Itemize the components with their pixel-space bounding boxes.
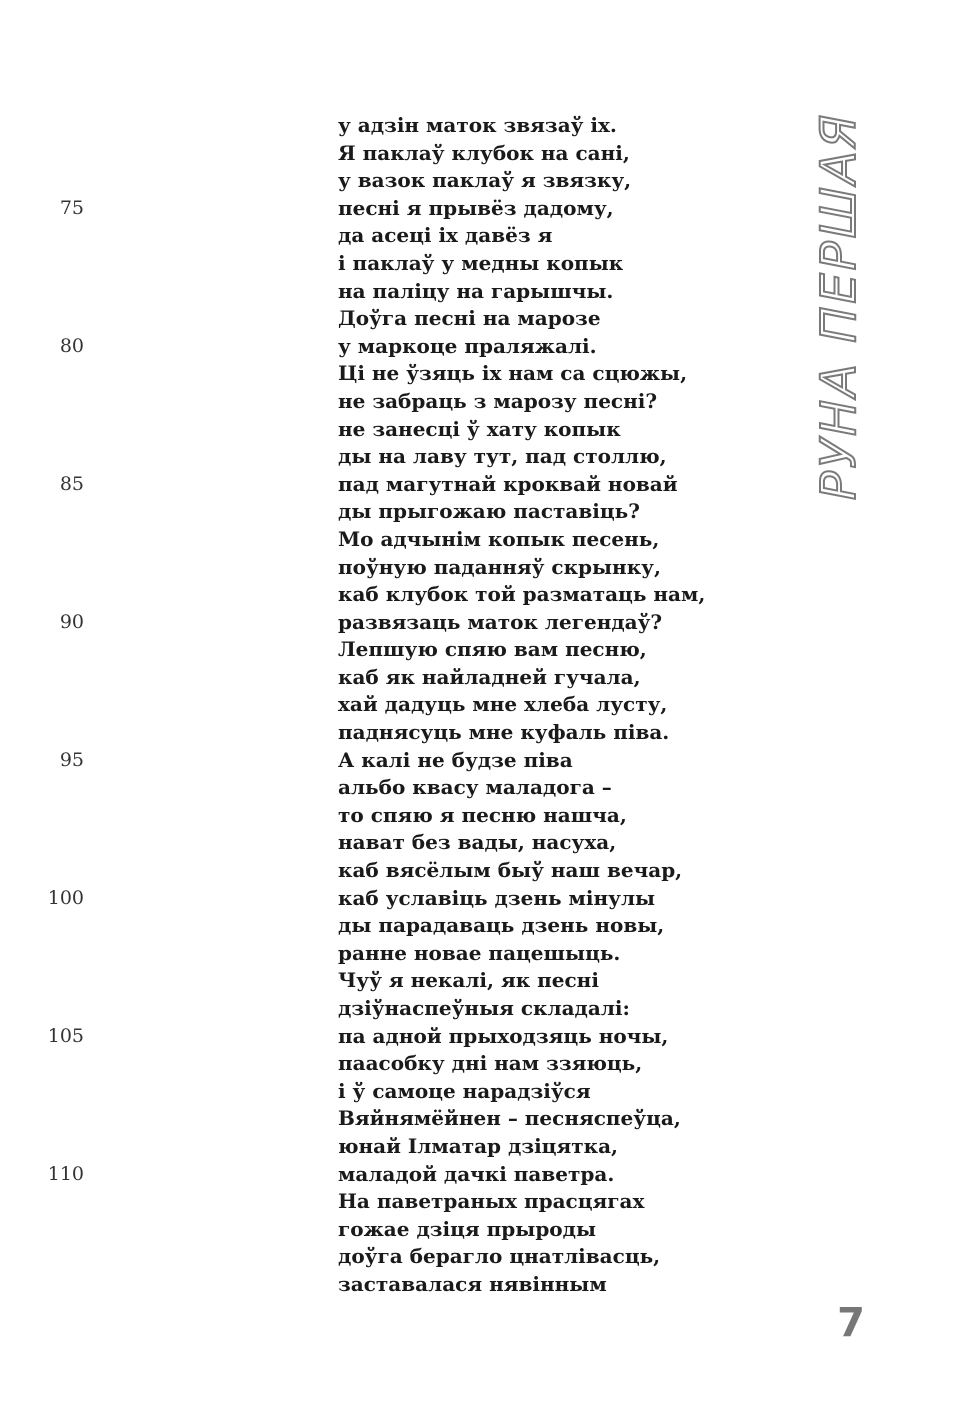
verse-text: каб уславіць дзень мінулы: [338, 885, 656, 910]
verse-text: нават без вады, насуха,: [338, 830, 617, 855]
verse-text: А калі не будзе піва: [338, 747, 573, 772]
verse-text: паднясуць мне куфаль піва.: [338, 720, 670, 745]
page-number: 7: [837, 1300, 865, 1346]
verse-line: [0, 1050, 760, 1078]
verse-text: у вазок паклаў я звязку,: [338, 168, 632, 193]
verse-line: [0, 774, 760, 802]
verse-line: [0, 719, 760, 747]
verse-line: [0, 857, 760, 885]
verse-line: [0, 278, 760, 306]
verse-text: юнай Ілматар дзіцятка,: [338, 1133, 618, 1158]
verse-line: [0, 554, 760, 582]
verse-line: [0, 581, 760, 609]
verse-text: заставалася нявінным: [338, 1271, 607, 1296]
verse-text: да асеці іх давёз я: [338, 223, 553, 248]
verse-line: [0, 1161, 760, 1189]
verse-line: [0, 995, 760, 1023]
running-header: [806, 112, 872, 500]
verse-line: [0, 1105, 760, 1133]
poem-body: [0, 112, 760, 1299]
verse-text: паасобку дні нам ззяюць,: [338, 1051, 643, 1076]
verse-text: альбо квасу маладога –: [338, 775, 612, 800]
verse-line: [0, 1216, 760, 1244]
verse-line: [0, 912, 760, 940]
verse-text: не занесці ў хату копык: [338, 416, 621, 441]
verse-text: Доўга песні на марозе: [338, 306, 601, 331]
verse-line: [0, 526, 760, 554]
verse-line: [0, 609, 760, 637]
verse-line: [0, 167, 760, 195]
verse-line: [0, 967, 760, 995]
verse-line: [0, 333, 760, 361]
verse-line: [0, 1271, 760, 1299]
verse-text: развязаць маток легендаў?: [338, 609, 663, 634]
verse-line: [0, 664, 760, 692]
verse-line: [0, 250, 760, 278]
line-number: 90: [59, 610, 84, 633]
verse-text: ранне новае пацешыць.: [338, 940, 621, 965]
verse-line: [0, 1078, 760, 1106]
verse-line: [0, 1188, 760, 1216]
verse-line: [0, 360, 760, 388]
verse-line: [0, 471, 760, 499]
verse-text: у адзін маток звязаў іх.: [338, 113, 617, 137]
verse-line: [0, 802, 760, 830]
verse-text: то спяю я песню нашча,: [338, 802, 627, 827]
line-number: 95: [59, 748, 84, 771]
running-header-text: РУНА ПЕРШАЯ: [811, 111, 868, 501]
verse-text: каб вясёлым быў наш вечар,: [338, 858, 683, 883]
verse-line: [0, 885, 760, 913]
verse-text: Мо адчынім копык песень,: [338, 526, 660, 551]
verse-line: [0, 388, 760, 416]
verse-line: [0, 443, 760, 471]
verse-text: па адной прыходзяць ночы,: [338, 1023, 669, 1048]
verse-line: [0, 1023, 760, 1051]
line-number: 100: [47, 886, 84, 909]
verse-line: [0, 636, 760, 664]
verse-text: дзіўнаспеўныя складалі:: [338, 996, 630, 1020]
line-number: 85: [59, 472, 84, 495]
verse-line: [0, 498, 760, 526]
verse-line: [0, 747, 760, 775]
verse-line: [0, 140, 760, 168]
verse-text: На паветраных прасцягах: [338, 1189, 645, 1214]
verse-text: каб клубок той разматаць нам,: [338, 582, 706, 607]
verse-text: ды прыгожаю паставіць?: [338, 499, 640, 524]
verse-text: і ў самоце нарадзіўся: [338, 1078, 591, 1103]
verse-text: каб як найладней гучала,: [338, 664, 641, 689]
verse-line: [0, 1243, 760, 1271]
verse-text: Я паклаў клубок на сані,: [338, 140, 630, 165]
verse-text: у маркоце праляжалі.: [338, 333, 597, 358]
verse-text: хай дадуць мне хлеба лусту,: [338, 692, 668, 717]
verse-text: не забраць з марозу песні?: [338, 388, 658, 413]
verse-line: [0, 195, 760, 223]
verse-text: доўга берагло цнатлівасць,: [338, 1244, 661, 1269]
verse-text: ды парадаваць дзень новы,: [338, 913, 665, 938]
line-number: 110: [47, 1162, 84, 1185]
verse-line: [0, 305, 760, 333]
verse-line: [0, 940, 760, 968]
verse-text: песні я прывёз дадому,: [338, 195, 614, 220]
verse-text: пад магутнай кроквай новай: [338, 471, 678, 496]
verse-text: і паклаў у медны копык: [338, 250, 624, 275]
verse-line: [0, 222, 760, 250]
verse-text: Вяйнямёйнен – песняспеўца,: [338, 1106, 681, 1131]
verse-line: [0, 691, 760, 719]
line-number: 80: [59, 334, 84, 357]
verse-text: поўную паданняў скрынку,: [338, 554, 661, 579]
verse-text: гожае дзіця прыроды: [338, 1216, 597, 1241]
verse-line: [0, 112, 760, 140]
line-number: 75: [59, 196, 84, 219]
verse-text: маладой дачкі паветра.: [338, 1161, 615, 1186]
verse-line: [0, 416, 760, 444]
verse-text: Чуў я некалі, як песні: [338, 968, 599, 993]
verse-text: Ці не ўзяць іх нам са сцюжы,: [338, 361, 688, 386]
line-number: 105: [47, 1024, 84, 1047]
verse-line: [0, 1133, 760, 1161]
verse-text: Лепшую спяю вам песню,: [338, 637, 647, 662]
verse-line: [0, 829, 760, 857]
verse-text: на паліцу на гарышчы.: [338, 278, 614, 303]
verse-text: ды на лаву тут, пад столлю,: [338, 444, 667, 469]
